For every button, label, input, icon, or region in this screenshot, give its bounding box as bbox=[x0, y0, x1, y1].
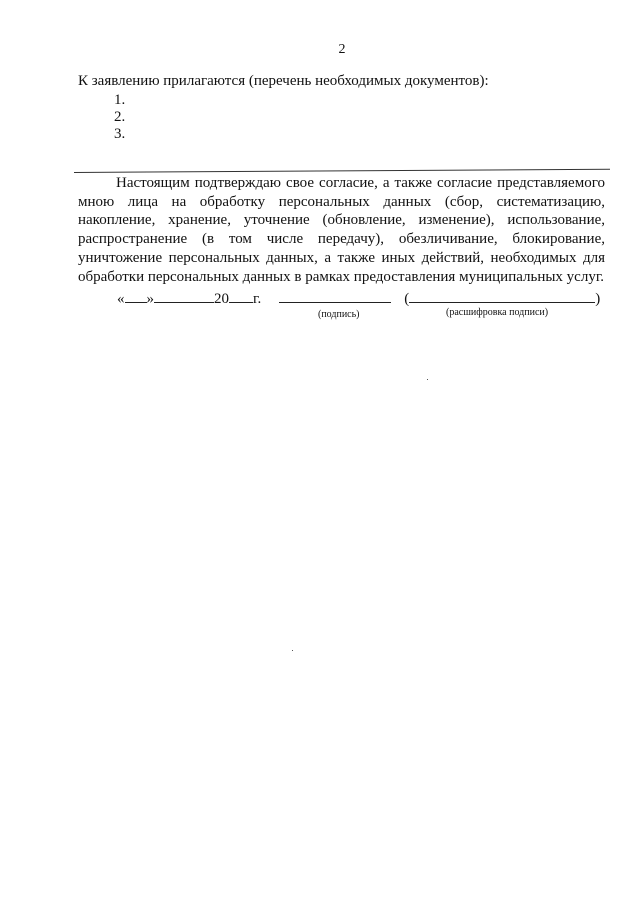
attachment-item: 1. bbox=[114, 92, 126, 108]
year-suffix: г. bbox=[253, 291, 262, 307]
signature-row bbox=[117, 288, 600, 308]
date-close-quote: » bbox=[146, 291, 154, 307]
year-field[interactable] bbox=[229, 288, 253, 303]
signature-decode-caption: (расшифровка подписи) bbox=[446, 307, 549, 318]
attachment-item: 2. bbox=[114, 109, 126, 125]
attachments-list bbox=[114, 92, 125, 143]
month-field[interactable] bbox=[154, 288, 214, 303]
date-open-quote: « bbox=[117, 291, 125, 307]
day-field[interactable] bbox=[125, 288, 147, 303]
page-number: 2 bbox=[338, 42, 346, 57]
horizontal-divider bbox=[74, 169, 610, 173]
signature-caption: (подпись) bbox=[318, 309, 360, 320]
scan-speck bbox=[292, 650, 293, 651]
attachment-item: 3. bbox=[114, 126, 126, 142]
decode-open-paren: ( bbox=[404, 291, 410, 307]
consent-paragraph: Настоящим подтверждаю свое согласие, а также согласие представляемого мною лица на обработку персональных данных (сбор, систематизацию, накопление, хранение, уточнение (обновление, изменение), использование, распространение (в том числе передачу), обезличивание, блокирование, уничтожение персональных данных, а также иных действий, необходимых для обработки персональных данных в рамках предоставления муниципальных услуг. bbox=[78, 175, 605, 285]
signature-decode-field[interactable] bbox=[409, 288, 595, 303]
year-prefix: 20 bbox=[214, 291, 229, 307]
attachments-heading: К заявлению прилагаются (перечень необходимых документов): bbox=[78, 73, 489, 89]
decode-close-paren: ) bbox=[595, 291, 601, 307]
signature-field[interactable] bbox=[279, 288, 391, 303]
scan-speck bbox=[427, 379, 428, 380]
